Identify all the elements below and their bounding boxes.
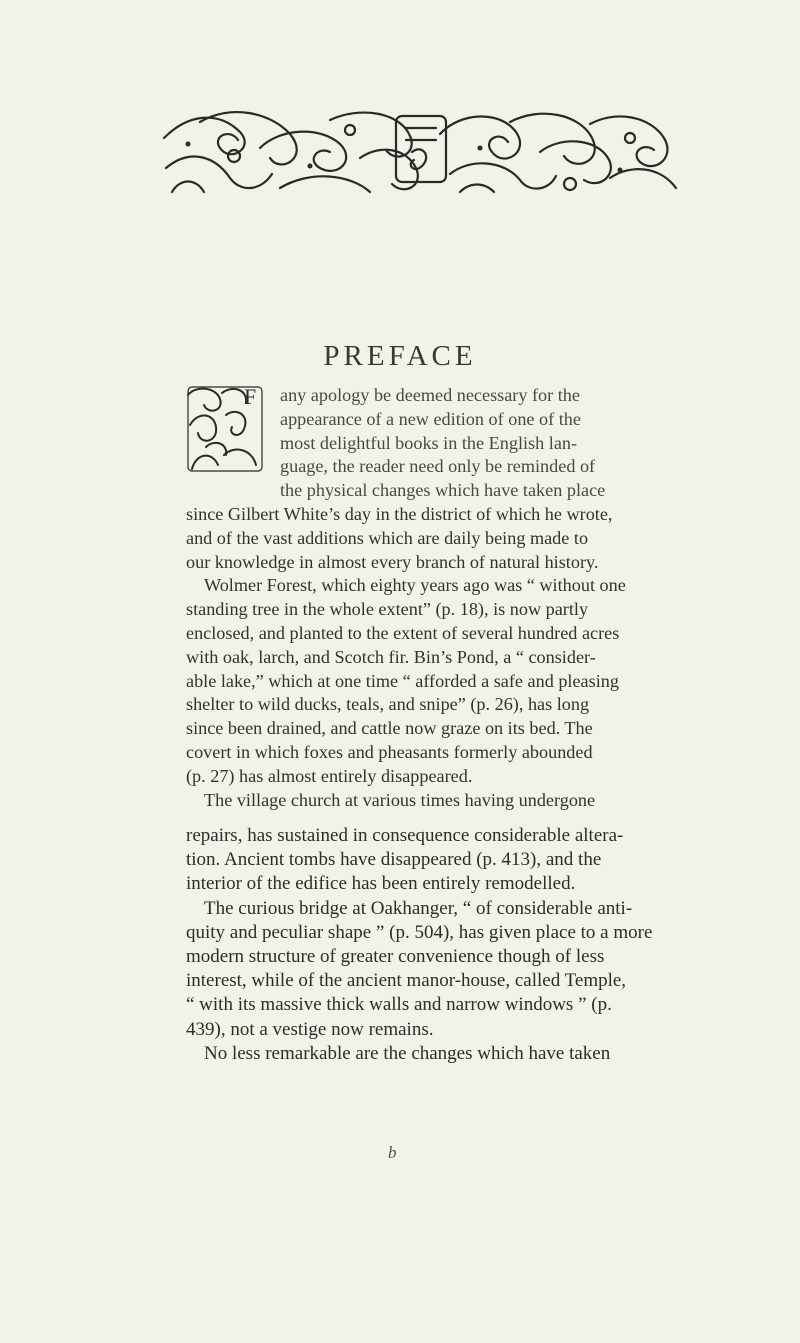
text-line: The village church at various times having undergone <box>204 789 596 810</box>
text-line: “ with its massive thick walls and narrow windows ” (p. <box>186 994 612 1016</box>
text-line: since Gilbert White’s day in the district of which he wrote, <box>186 504 613 524</box>
text-line: The curious bridge at Oakhanger, “ of considerable anti- <box>204 897 633 919</box>
headpiece-ornament <box>160 108 680 200</box>
text-line: with oak, larch, and Scotch fir. Bin’s Pond, a “ consider- <box>186 646 596 667</box>
text-line: most delightful books in the English lan- <box>280 432 578 453</box>
text-line: Wolmer Forest, which eighty years ago was “ without one <box>204 575 626 596</box>
text-line: and of the vast additions which are daily being made to <box>186 527 589 548</box>
signature-mark: b <box>388 1143 397 1162</box>
text-line: (p. 27) has almost entirely disappeared. <box>186 765 473 786</box>
text-line: appearance of a new edition of one of the <box>280 408 581 429</box>
text-line: since been drained, and cattle now graze on its bed. The <box>186 718 593 739</box>
drop-cap-letter: F <box>244 384 257 409</box>
text-line: our knowledge in almost every branch of natural history. <box>186 551 599 572</box>
body-text <box>186 503 686 812</box>
text-line: interior of the edifice has been entirely remodelled. <box>186 873 576 895</box>
text-line: covert in which foxes and pheasants formerly abounded <box>186 741 593 762</box>
text-line: shelter to wild ducks, teals, and snipe” (p. 26), has long <box>186 694 590 715</box>
drop-cap <box>186 385 266 473</box>
text-line: 439), not a vestige now remains. <box>186 1018 434 1040</box>
opening-paragraph <box>280 384 680 503</box>
text-line: able lake,” which at one time “ afforded a safe and pleasing <box>186 670 619 691</box>
text-line: No less remarkable are the changes which have taken <box>204 1042 611 1064</box>
text-line: enclosed, and planted to the extent of several hundred acres <box>186 622 620 643</box>
text-line: standing tree in the whole extent” (p. 18), is now partly <box>186 599 589 620</box>
text-line: any apology be deemed necessary for the <box>280 385 580 405</box>
text-line: guage, the reader need only be reminded of <box>280 456 596 477</box>
body-text-lower <box>186 824 686 1066</box>
text-line: repairs, has sustained in consequence considerable altera- <box>186 825 624 846</box>
text-line: modern structure of greater convenience though of less <box>186 946 605 968</box>
text-line: quity and peculiar shape ” (p. 504), has given place to a more <box>186 921 653 943</box>
text-line: tion. Ancient tombs have disappeared (p. 413), and the <box>186 849 602 871</box>
text-line: the physical changes which have taken place <box>280 480 606 501</box>
text-line: interest, while of the ancient manor-house, called Temple, <box>186 970 627 992</box>
page-title: PREFACE <box>323 340 477 372</box>
